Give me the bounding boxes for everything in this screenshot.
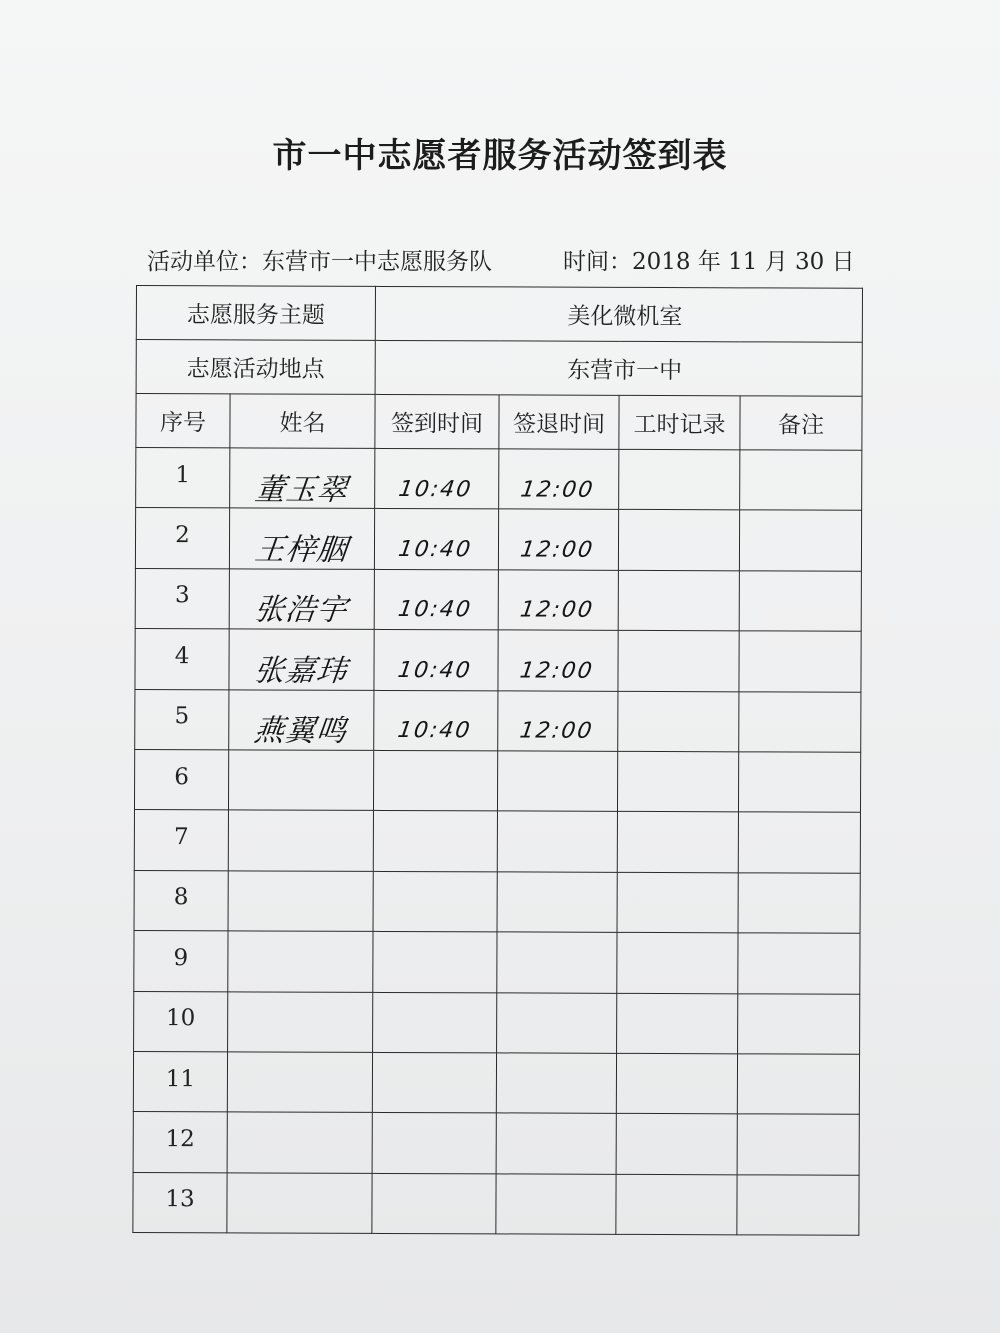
activity-date: 时间：2018 年 11 月 30 日 <box>563 249 855 275</box>
note-cell <box>738 873 860 934</box>
theme-value: 美化微机室 <box>375 286 862 342</box>
sign-out-time-cell <box>497 932 617 993</box>
row-number-cell: 3 <box>135 568 229 629</box>
note-cell <box>737 1175 859 1236</box>
location-label: 志愿活动地点 <box>136 340 375 395</box>
note-cell <box>737 1054 859 1115</box>
handwritten-time: 12:00 <box>517 718 595 745</box>
sign-out-time-cell <box>496 1174 616 1235</box>
volunteer-name-cell <box>229 569 374 630</box>
sign-out-time-cell <box>498 690 618 751</box>
row-number-cell: 2 <box>135 508 229 569</box>
sign-in-time-cell <box>373 992 497 1053</box>
column-header-note: 备注 <box>740 396 862 450</box>
volunteer-name-cell <box>230 448 375 509</box>
hours-record-cell <box>618 691 739 752</box>
hours-record-cell <box>617 932 738 993</box>
sign-in-time-cell <box>373 750 497 811</box>
handwritten-time: 12:00 <box>518 597 596 624</box>
volunteer-name-cell <box>227 1112 372 1173</box>
note-cell <box>739 631 861 692</box>
table-row <box>134 991 860 1054</box>
handwritten-time: 10:40 <box>395 718 473 744</box>
row-number-cell: 1 <box>136 448 230 509</box>
hours-record-cell <box>617 993 738 1054</box>
hours-record-cell <box>619 449 740 510</box>
sign-in-time-cell <box>374 690 498 751</box>
hours-record-cell <box>616 1114 737 1175</box>
volunteer-name-cell <box>227 1173 372 1234</box>
table-row <box>133 1051 859 1114</box>
handwritten-name: 燕翼鸣 <box>251 713 349 750</box>
table-row <box>135 508 861 571</box>
note-cell <box>739 510 861 571</box>
handwritten-time: 12:00 <box>518 537 596 563</box>
note-cell <box>739 571 861 632</box>
sign-out-time-cell <box>497 872 617 933</box>
handwritten-time: 10:40 <box>396 537 474 563</box>
note-cell <box>737 1114 859 1175</box>
note-cell <box>740 450 862 511</box>
handwritten-time: 10:40 <box>396 657 474 684</box>
sign-out-time-cell <box>498 570 618 631</box>
row-number-cell: 13 <box>133 1172 227 1233</box>
sign-out-time-cell <box>498 509 618 570</box>
handwritten-time: 12:00 <box>518 477 596 503</box>
handwritten-name: 张嘉玮 <box>251 653 349 689</box>
location-row <box>136 340 862 397</box>
sign-in-time-cell <box>374 630 498 691</box>
table-row <box>136 448 862 511</box>
sign-in-time-cell <box>373 871 497 932</box>
handwritten-name: 王梓胭 <box>252 532 350 568</box>
volunteer-name-cell <box>228 931 373 992</box>
hours-record-cell <box>616 1053 737 1114</box>
note-cell <box>738 752 860 813</box>
theme-row <box>136 286 862 343</box>
column-header-name: 姓名 <box>230 394 375 449</box>
sign-in-time-cell <box>372 1052 496 1113</box>
row-number-cell: 6 <box>134 749 228 810</box>
activity-unit: 活动单位：东营市一中志愿服务队 <box>147 249 492 275</box>
sign-out-time-cell <box>496 1053 616 1114</box>
note-cell <box>738 993 860 1054</box>
volunteer-name-cell <box>229 629 374 690</box>
row-number-cell: 10 <box>134 991 228 1052</box>
volunteer-name-cell <box>228 750 373 811</box>
sign-out-time-cell <box>496 1113 616 1174</box>
volunteer-name-cell <box>229 508 374 569</box>
sign-in-time-cell <box>373 932 497 993</box>
hours-record-cell <box>617 751 738 812</box>
row-number-cell: 5 <box>135 689 229 750</box>
handwritten-time: 10:40 <box>396 597 474 623</box>
table-row <box>134 810 860 873</box>
handwritten-time: 12:00 <box>518 658 596 684</box>
table-row <box>134 870 860 933</box>
row-number-cell: 11 <box>133 1051 227 1112</box>
page-title: 市一中志愿者服务活动签到表 <box>272 136 728 176</box>
location-value: 东营市一中 <box>375 340 862 396</box>
volunteer-name-cell <box>228 810 373 871</box>
sign-in-table <box>132 285 863 1236</box>
row-number-cell: 7 <box>134 810 228 871</box>
row-number-cell: 9 <box>134 931 228 992</box>
sign-in-time-cell <box>374 509 498 570</box>
volunteer-name-cell <box>228 991 373 1052</box>
table-row <box>135 568 861 631</box>
note-cell <box>739 691 861 752</box>
hours-record-cell <box>617 872 738 933</box>
table-row <box>134 749 860 812</box>
hours-record-cell <box>618 631 739 692</box>
sign-out-time-cell <box>497 811 617 872</box>
table-row <box>133 1172 859 1235</box>
volunteer-name-cell <box>229 689 374 750</box>
hours-record-cell <box>617 812 738 873</box>
column-header-sign-in: 签到时间 <box>375 394 499 448</box>
table-row <box>134 931 860 994</box>
sign-in-time-cell <box>372 1113 496 1174</box>
sign-in-time-cell <box>375 448 499 509</box>
table-header-row <box>136 394 862 451</box>
table-row <box>133 1112 859 1175</box>
table-row <box>135 689 861 752</box>
handwritten-name: 董玉翠 <box>252 472 350 508</box>
handwritten-name: 张浩宇 <box>252 592 349 629</box>
column-header-hours: 工时记录 <box>619 395 740 449</box>
column-header-no: 序号 <box>136 394 230 448</box>
row-number-cell: 12 <box>133 1112 227 1173</box>
column-header-sign-out: 签退时间 <box>499 395 619 449</box>
sign-out-time-cell <box>497 992 617 1053</box>
sign-out-time-cell <box>498 630 618 691</box>
handwritten-time: 10:40 <box>396 476 474 502</box>
row-number-cell: 4 <box>135 629 229 690</box>
sign-out-time-cell <box>497 751 617 812</box>
sign-in-time-cell <box>372 1173 496 1234</box>
sign-in-time-cell <box>373 811 497 872</box>
sign-in-time-cell <box>374 569 498 630</box>
hours-record-cell <box>618 510 739 571</box>
hours-record-cell <box>618 570 739 631</box>
row-number-cell: 8 <box>134 870 228 931</box>
note-cell <box>738 933 860 994</box>
volunteer-name-cell <box>228 871 373 932</box>
note-cell <box>738 812 860 873</box>
table-row <box>135 629 861 692</box>
hours-record-cell <box>616 1174 737 1235</box>
theme-label: 志愿服务主题 <box>136 286 375 341</box>
sign-out-time-cell <box>499 449 619 510</box>
volunteer-name-cell <box>227 1052 372 1113</box>
